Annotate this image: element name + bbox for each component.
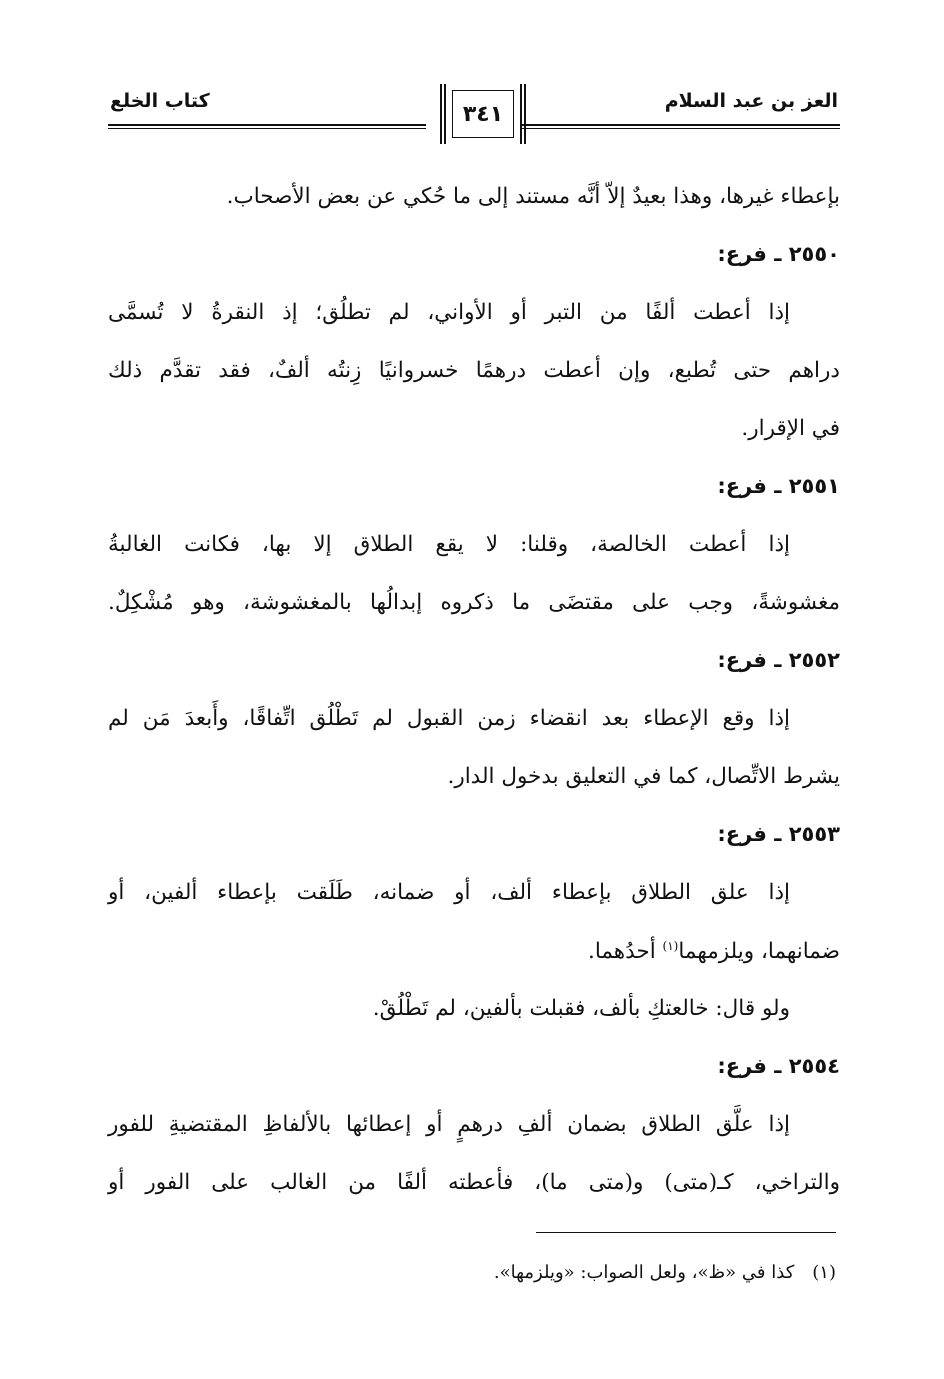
body-text: ضمانهما، ويلزمهما	[678, 939, 840, 965]
body-line: ولو قال: خالعتكِ بألف، فقبلت بألفين، لم تَطْلُقْ.	[372, 996, 790, 1021]
page-header	[108, 84, 840, 154]
section-heading-2554: ٢٥٥٤ ـ فرع:	[717, 1054, 840, 1078]
page-number-frame	[440, 84, 526, 144]
footnote-separator	[536, 1232, 836, 1233]
footnote-number: (١)	[812, 1262, 836, 1283]
body-line: والتراخي، كـ(متى) و(متى ما)، فأعطته ألفًا من الغالب على الفور أو	[108, 1170, 840, 1195]
body-line: في الإقرار.	[741, 416, 840, 441]
body-text: أحدُهما.	[587, 939, 663, 965]
section-heading-2552: ٢٥٥٢ ـ فرع:	[717, 648, 840, 672]
body-line: يشرط الاتِّصال، كما في التعليق بدخول الدار.	[447, 764, 840, 789]
body-line: إذا علق الطلاق بإعطاء ألف، أو ضمانه، طَلَقت بإعطاء ألفين، أو	[108, 880, 790, 905]
body-line: إذا أعطت الخالصة، وقلنا: لا يقع الطلاق إلا بها، فكانت الغالبةُ	[108, 532, 790, 557]
chapter-title: كتاب الخلع	[110, 90, 210, 112]
footnote-text: كذا في «ظ»، ولعل الصواب: «ويلزمها».	[493, 1262, 795, 1283]
footnote	[494, 1262, 836, 1283]
author-title: العز بن عبد السلام	[664, 90, 838, 112]
body-line: إذا وقع الإعطاء بعد انقضاء زمن القبول لم تَطْلُق اتِّفاقًا، وأَبعدَ مَن لم	[108, 706, 790, 731]
body-line: إذا أعطت ألفًا من التبر أو الأواني، لم تطلُق؛ إذ النقرةُ لا تُسمَّى	[108, 300, 790, 325]
header-rule-left	[108, 124, 426, 129]
body-line: مغشوشةً، وجب على مقتضَى ما ذكروه إبدالُها بالمغشوشة، وهو مُشْكِلٌ.	[108, 590, 840, 615]
body-line: دراهم حتى تُطبع، وإن أعطت درهمًا خسروانيًا زِنتُه ألفٌ، فقد تقدَّم ذلك	[108, 358, 840, 383]
page-number: ٣٤١	[452, 90, 514, 138]
footnote-reference: (١)	[662, 939, 679, 953]
body-line: بإعطاء غيرها، وهذا بعيدٌ إلاّ أنَّه مستند إلى ما حُكي عن بعض الأصحاب.	[226, 184, 840, 209]
body-line: إذا علَّق الطلاق بضمان ألفِ درهمٍ أو إعطائها بالألفاظِ المقتضيةِ للفور	[108, 1112, 790, 1137]
section-heading-2553: ٢٥٥٣ ـ فرع:	[717, 822, 840, 846]
section-heading-2551: ٢٥٥١ ـ فرع:	[717, 474, 840, 498]
header-rule-right	[522, 124, 840, 129]
section-heading-2550: ٢٥٥٠ ـ فرع:	[717, 242, 840, 266]
body-line	[108, 940, 840, 963]
